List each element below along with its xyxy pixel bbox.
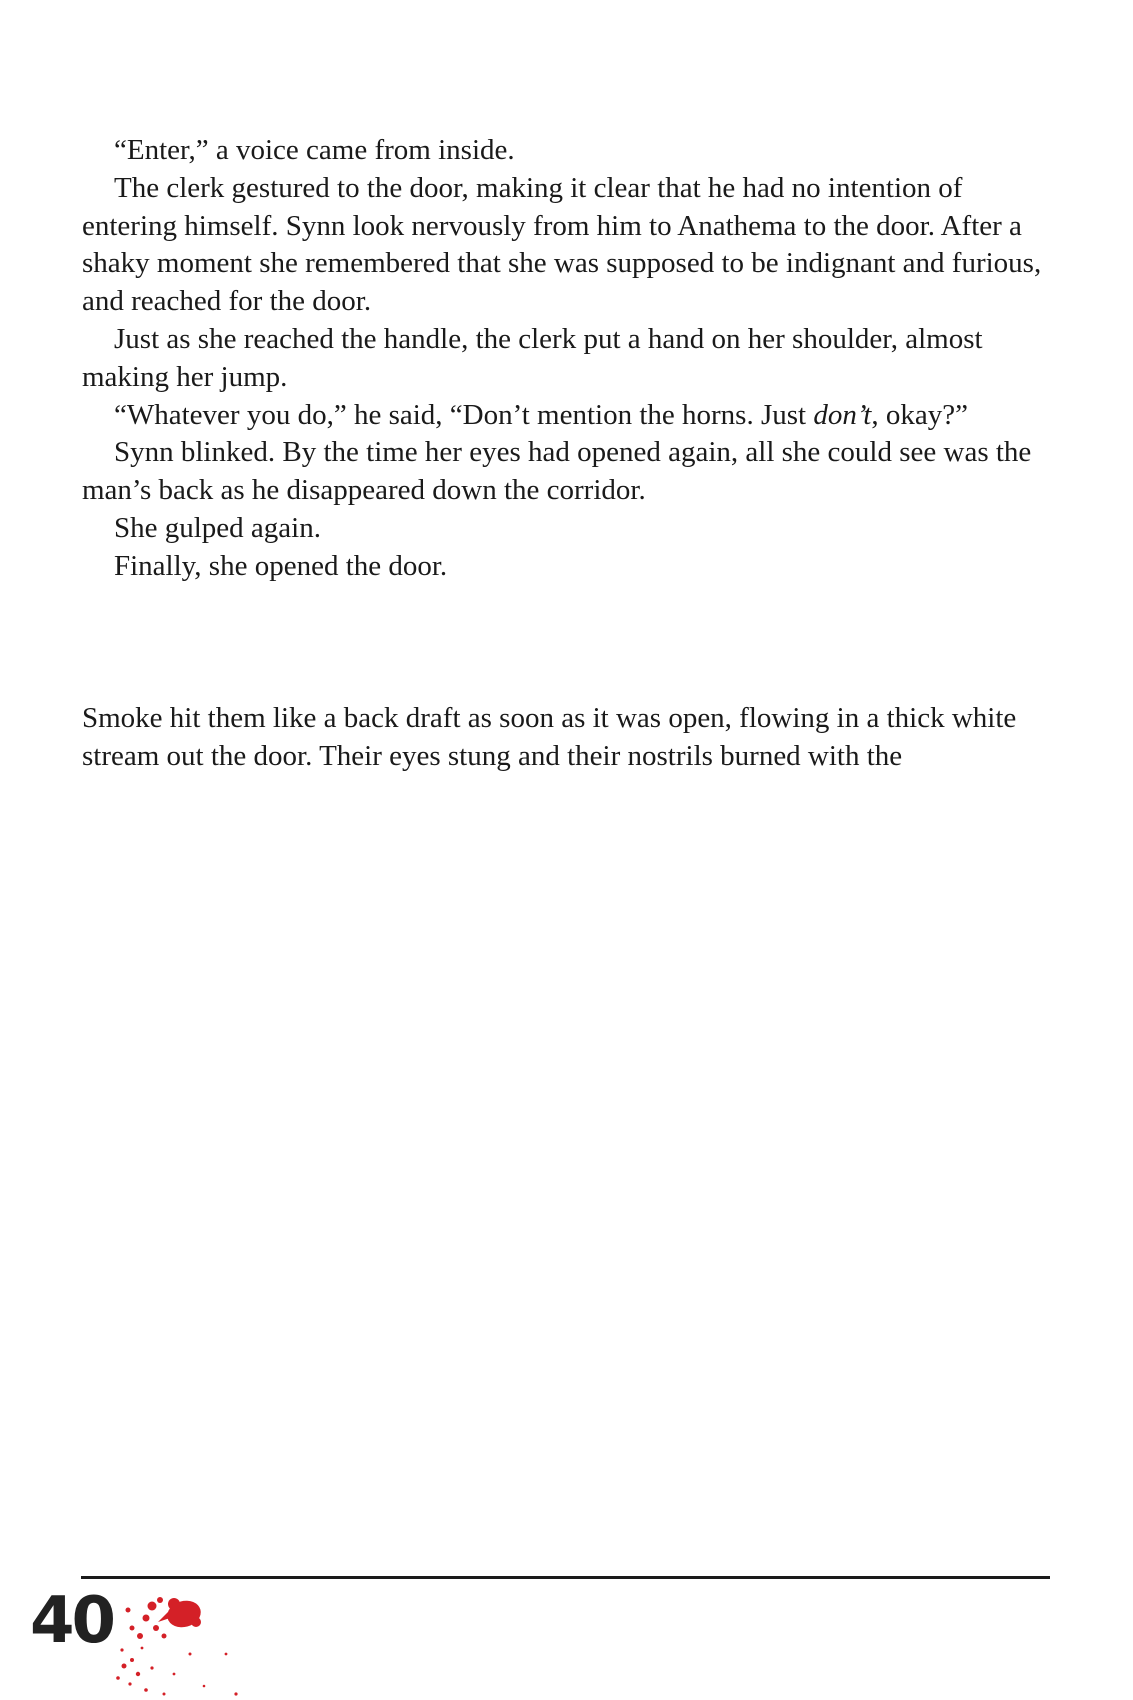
emphasis-text: don’t <box>813 398 872 431</box>
paragraph: Finally, she opened the door. <box>114 549 448 582</box>
paragraph: Smoke hit them like a back draft as soon as it was open, flowing in a thick white stream out the door. Their eyes stung and their nostrils burned with the <box>82 702 1017 772</box>
body-text-top <box>82 132 1062 586</box>
body-text-bottom <box>82 700 1062 776</box>
page-number: 40 <box>30 1584 114 1658</box>
paragraph-text: “Whatever you do,” he said, “Don’t mention the horns. Just <box>114 398 814 431</box>
footer-rule <box>81 1576 1050 1579</box>
paragraph: Synn blinked. By the time her eyes had opened again, all she could see was the man’s back as he disappeared down the corridor. <box>82 436 1032 507</box>
paragraph <box>82 397 1062 435</box>
paragraph: The clerk gestured to the door, making it clear that he had no intention of entering himself. Synn look nervously from him to Anathema to the door. After a shaky moment she remembered that she was supposed to be indignant and furious, and reached for the door. <box>82 171 1042 318</box>
paragraph: “Enter,” a voice came from inside. <box>114 134 515 166</box>
paragraph: Just as she reached the handle, the clerk put a hand on her shoulder, almost making her jump. <box>82 322 983 393</box>
paragraph-text: , okay?” <box>871 398 968 431</box>
blood-splatter-icon <box>112 1588 262 1700</box>
paragraph: She gulped again. <box>114 511 321 544</box>
